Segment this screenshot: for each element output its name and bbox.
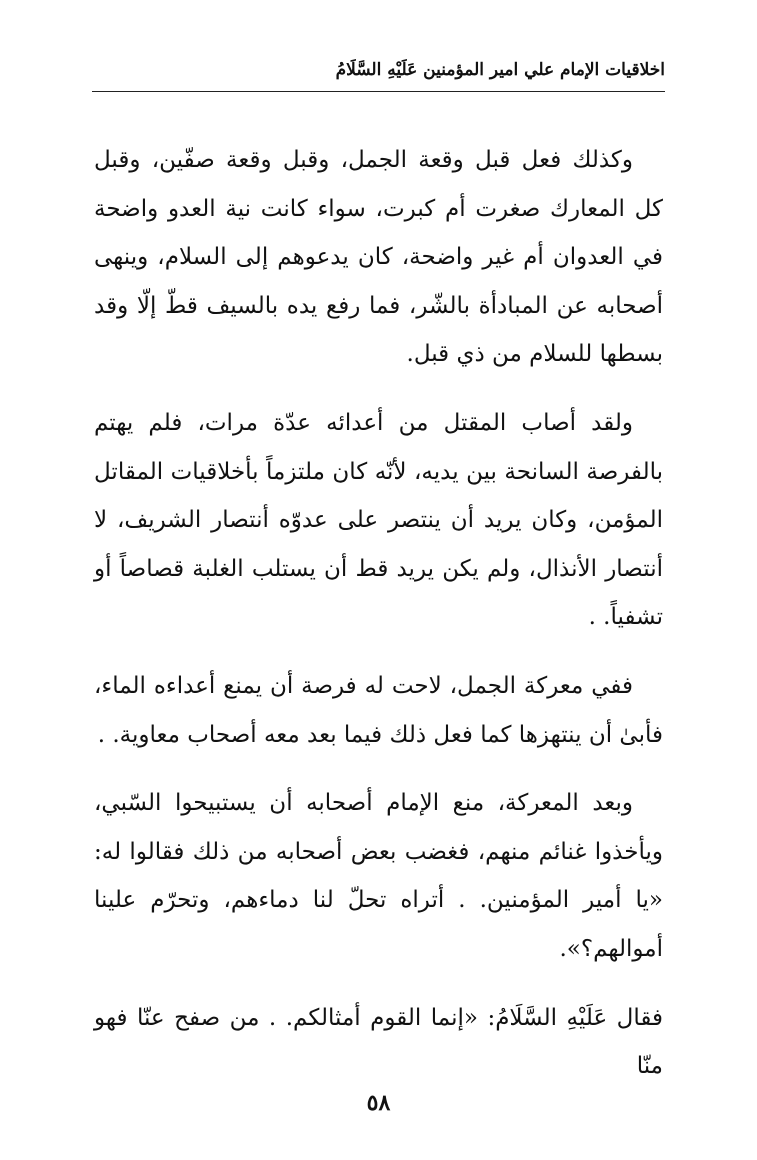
body-text <box>94 136 663 1091</box>
paragraph: فقال عَلَيْهِ السَّلَامُ: «إنما القوم أمثالكم. . من صفح عنّا فهو منّا <box>94 1004 663 1080</box>
paragraph: وكذلك فعل قبل وقعة الجمل، وقبل وقعة صفّين، وقبل كل المعارك صغرت أم كبرت، سواء كانت نية العدو واضحة في العدوان أم غير واضحة، كان يدعوهم إلى السلام، وينهى أصحابه عن المبادأة بالشّر، فما رفع يده بالسيف قطّ إلّا وقد بسطها للسلام من ذي قبل. <box>94 147 663 368</box>
paragraph: وبعد المعركة، منع الإمام أصحابه أن يستبيحوا السّبي، ويأخذوا غنائم منهم، فغضب بعض أصحابه من ذلك فقالوا له: «يا أمير المؤمنين. . أتراه تحلّ لنا دماءهم، وتحرّم علينا أموالهم؟». <box>94 790 663 962</box>
paragraph: ففي معركة الجمل، لاحت له فرصة أن يمنع أعداءه الماء، فأبىٰ أن ينتهزها كما فعل ذلك فيما بعد معه أصحاب معاوية. . <box>94 672 663 748</box>
page-number: ٥٨ <box>366 1090 391 1116</box>
paragraph: ولقد أصاب المقتل من أعدائه عدّة مرات، فلم يهتم بالفرصة السانحة بين يديه، لأنّه كان ملتزماً بأخلاقيات المقاتل المؤمن، وكان يريد أن ينتصر على عدوّه أنتصار الشريف، لا أنتصار الأنذال، ولم يكن يريد قط أن يستلب الغلبة قصاصاً أو تشفياً. . <box>94 409 663 631</box>
running-header <box>92 58 665 94</box>
header-divider <box>92 91 665 92</box>
header-title: اخلاقيات الإمام علي امير المؤمنين عَلَيْهِ السَّلَامُ <box>335 60 665 80</box>
